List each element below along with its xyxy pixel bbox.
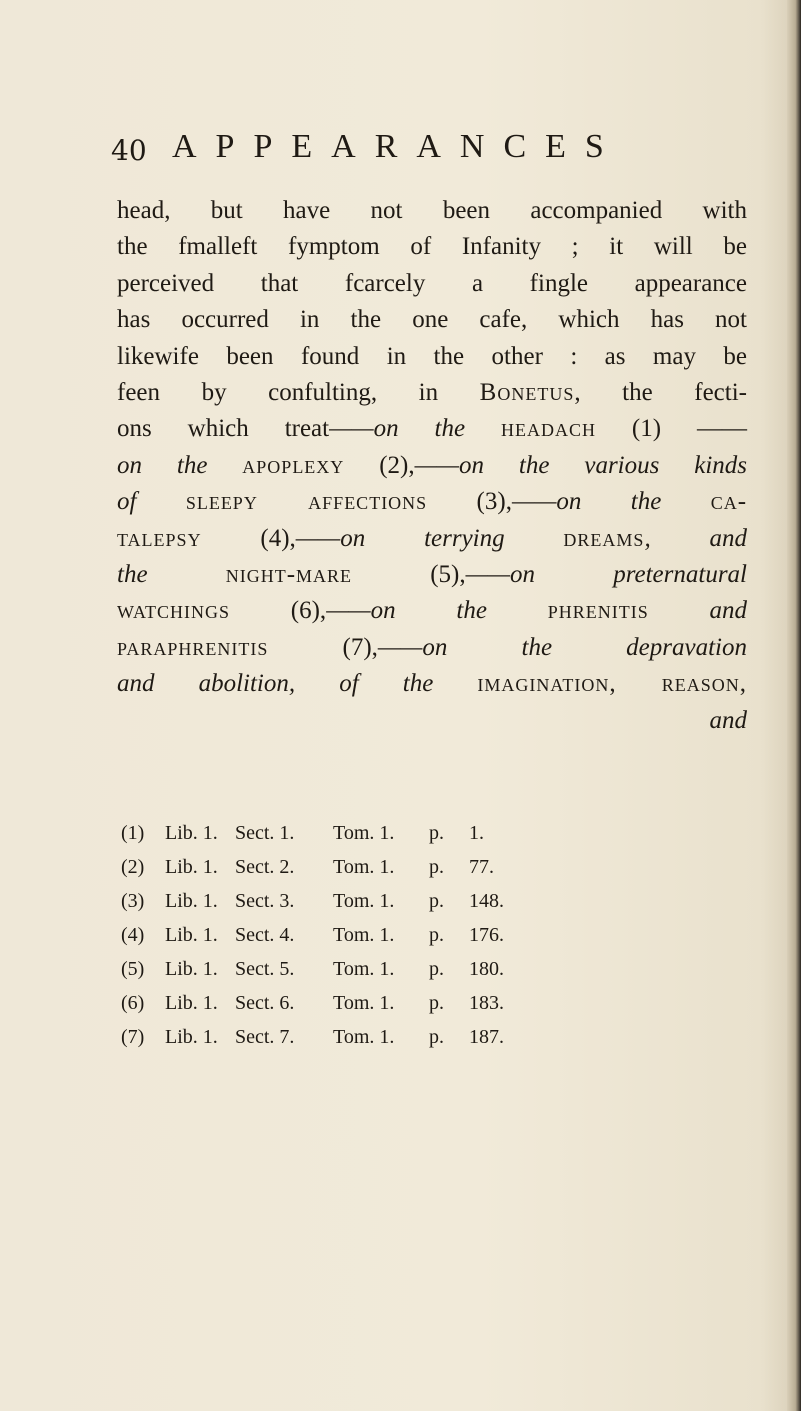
footnote bbox=[121, 986, 641, 1020]
footnote-page: 1. bbox=[469, 822, 484, 844]
footnote bbox=[121, 884, 641, 918]
text-run: the bbox=[117, 561, 226, 589]
footnote bbox=[121, 850, 641, 884]
footnote-mark: (6) bbox=[121, 992, 145, 1014]
text-line bbox=[117, 375, 747, 411]
footnote-lib: Lib. 1. bbox=[165, 856, 218, 878]
footnote-mark: (5) bbox=[121, 958, 145, 980]
footnote-lib: Lib. 1. bbox=[165, 822, 218, 844]
footnote-page: 77. bbox=[469, 856, 494, 878]
footnote bbox=[121, 918, 641, 952]
topic-term: apoplexy bbox=[242, 451, 345, 479]
topic-term: watchings bbox=[117, 597, 231, 625]
text-run: (1) —— bbox=[595, 415, 748, 443]
footnote-lib: Lib. 1. bbox=[165, 924, 218, 946]
footnote-page: 180. bbox=[469, 958, 504, 980]
footnote-tom: Tom. 1. bbox=[333, 822, 395, 844]
text-line bbox=[117, 521, 747, 557]
text-run: (3), bbox=[427, 488, 512, 516]
footnote-mark: (4) bbox=[121, 924, 145, 946]
text-line bbox=[117, 630, 747, 666]
author-name: Bonetus bbox=[479, 379, 575, 407]
footnote-tom: Tom. 1. bbox=[333, 958, 395, 980]
text-run: ——on the various kinds bbox=[414, 451, 747, 479]
footnote-p: p. bbox=[429, 856, 444, 878]
footnote-page: 183. bbox=[469, 992, 504, 1014]
topic-term: ca- bbox=[710, 488, 748, 516]
text-run: , the fecti- bbox=[574, 379, 747, 407]
text-run: and abolition, of the bbox=[117, 670, 478, 698]
footnote bbox=[121, 952, 641, 986]
text-line: the fmalleft fymptom of Infanity ; it will be bbox=[117, 233, 747, 261]
page-header bbox=[111, 128, 711, 178]
text-run: (5), bbox=[352, 561, 466, 589]
text-run: ——on the bbox=[326, 597, 548, 625]
text-line: head, but have not been accompanied with bbox=[117, 197, 747, 224]
text-run: and bbox=[648, 597, 747, 625]
text-line bbox=[117, 448, 747, 484]
footnote-sect: Sect. 2. bbox=[235, 856, 295, 878]
topic-term: paraphrenitis bbox=[117, 633, 269, 661]
text-run: (6), bbox=[230, 597, 327, 625]
footnote-page: 187. bbox=[469, 1026, 504, 1048]
text-line bbox=[117, 484, 747, 520]
footnote-mark: (1) bbox=[121, 822, 145, 844]
footnote-sect: Sect. 1. bbox=[235, 822, 295, 844]
text-run: ——on preternatural bbox=[465, 561, 747, 589]
footnote bbox=[121, 1020, 641, 1054]
running-title: APPEARANCES bbox=[172, 128, 623, 165]
footnote-p: p. bbox=[429, 890, 444, 912]
page-number: 40 bbox=[111, 134, 147, 167]
text-run: (2), bbox=[344, 451, 415, 479]
text-line: likewife been found in the other : as may be bbox=[117, 342, 747, 370]
footnote-sect: Sect. 4. bbox=[235, 924, 295, 946]
text-run: , and bbox=[644, 524, 747, 552]
text-run: on the bbox=[117, 451, 243, 479]
text-line bbox=[117, 557, 747, 593]
footnote-p: p. bbox=[429, 822, 444, 844]
footnote-p: p. bbox=[429, 924, 444, 946]
footnote-mark: (7) bbox=[121, 1026, 145, 1048]
topic-term: night-mare bbox=[225, 561, 353, 589]
text-run: (7), bbox=[268, 633, 378, 661]
text-line bbox=[117, 666, 747, 702]
text-line: has occurred in the one cafe, which has not bbox=[117, 306, 747, 334]
text-run: ——on the depravation bbox=[377, 633, 747, 661]
footnotes bbox=[121, 816, 641, 1054]
footnote-sect: Sect. 7. bbox=[235, 1026, 295, 1048]
topic-term: imagination, reason, bbox=[477, 670, 747, 698]
text-run: feen by confulting, in bbox=[117, 379, 480, 407]
footnote-p: p. bbox=[429, 992, 444, 1014]
footnote-lib: Lib. 1. bbox=[165, 890, 218, 912]
text-run: ons which treat bbox=[117, 415, 330, 443]
topic-term: talepsy bbox=[117, 524, 202, 552]
footnote-sect: Sect. 5. bbox=[235, 958, 295, 980]
footnote-mark: (2) bbox=[121, 856, 145, 878]
text-run: ——on the bbox=[329, 415, 501, 443]
footnote-tom: Tom. 1. bbox=[333, 924, 395, 946]
text-line: perceived that fcarcely a fingle appearance bbox=[117, 269, 747, 297]
body-paragraph bbox=[117, 193, 747, 739]
footnote-lib: Lib. 1. bbox=[165, 958, 218, 980]
footnote-tom: Tom. 1. bbox=[333, 1026, 395, 1048]
footnote-page: 148. bbox=[469, 890, 504, 912]
footnote-p: p. bbox=[429, 1026, 444, 1048]
footnote-sect: Sect. 6. bbox=[235, 992, 295, 1014]
footnote-mark: (3) bbox=[121, 890, 145, 912]
footnote-p: p. bbox=[429, 958, 444, 980]
footnote-tom: Tom. 1. bbox=[333, 856, 395, 878]
text-run: ——on terrying bbox=[295, 524, 564, 552]
text-run: ——on the bbox=[511, 488, 711, 516]
catchword: and bbox=[709, 706, 747, 734]
footnote-lib: Lib. 1. bbox=[165, 1026, 218, 1048]
footnote-tom: Tom. 1. bbox=[333, 890, 395, 912]
text-line bbox=[117, 411, 747, 447]
footnote-sect: Sect. 3. bbox=[235, 890, 295, 912]
footnote-lib: Lib. 1. bbox=[165, 992, 218, 1014]
text-line bbox=[117, 593, 747, 629]
text-run: of bbox=[117, 488, 186, 516]
page-edge bbox=[787, 0, 801, 1411]
footnote-tom: Tom. 1. bbox=[333, 992, 395, 1014]
topic-term: dreams bbox=[563, 524, 645, 552]
topic-term: sleepy affections bbox=[185, 488, 428, 516]
topic-term: phrenitis bbox=[547, 597, 649, 625]
footnote bbox=[121, 816, 641, 850]
text-run: (4), bbox=[201, 524, 296, 552]
footnote-page: 176. bbox=[469, 924, 504, 946]
topic-term: headach bbox=[500, 415, 596, 443]
